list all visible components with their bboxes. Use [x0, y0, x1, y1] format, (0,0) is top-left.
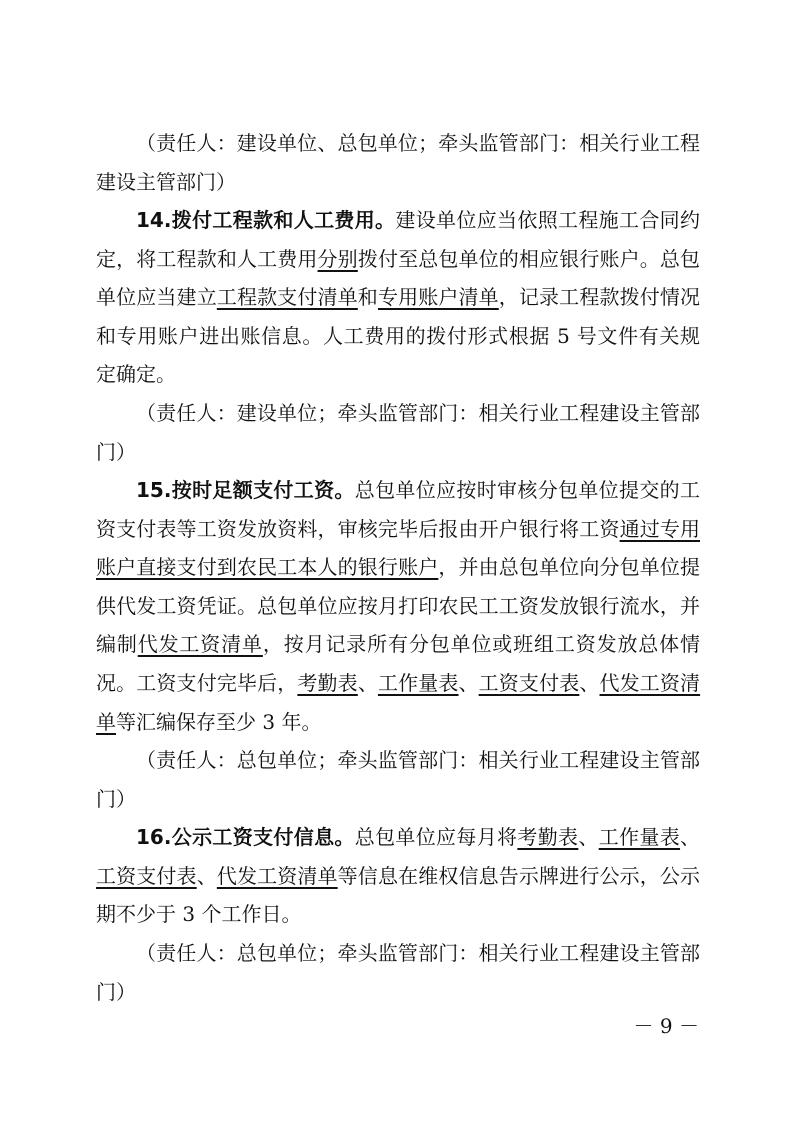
section-16	[96, 818, 700, 934]
body-text: 和	[357, 285, 378, 310]
body-text: 、	[196, 863, 217, 888]
underlined-term: 代发工资清单	[96, 670, 701, 734]
body-text: 总包单位应按时审核分包单位提交的工资支付表等工资发放资料，审核完毕后报由开户银行将工资	[96, 478, 701, 541]
section-14	[96, 201, 700, 394]
body-text: 、	[578, 825, 599, 849]
body-text: 等汇编保存至少 3 年。	[116, 709, 322, 734]
body-text: 、	[579, 670, 600, 695]
responsibility-text: （责任人：建设单位；牵头监管部门：相关行业工程建设主管部门）	[96, 401, 700, 464]
body-text: ，记录工程款拨付情况和专用账户进出账信息。人工费用的拨付形式根据 5 号文件有关规定确定。	[96, 285, 701, 387]
underlined-term: 考勤表	[517, 825, 579, 849]
underlined-term: 工程款支付清单	[216, 285, 358, 310]
underlined-term: 工作量表	[377, 670, 459, 695]
body-text: ，并由总包单位向分包单位提供代发工资凭证。总包单位应按月打印农民工工资发放银行流水，并编制	[96, 555, 701, 657]
underlined-term: 分别	[317, 246, 358, 271]
body-text: 等信息在维权信息告示牌进行公示，公示期不少于 3 个工作日。	[96, 863, 701, 927]
body-text: 拨付至总包单位的相应银行账户。总包单位应当建立	[96, 246, 701, 310]
underlined-term: 代发工资清单	[137, 632, 263, 657]
underlined-term: 考勤表	[297, 670, 358, 695]
underlined-term: 通过专用账户直接支付到农民工本人的银行账户	[96, 516, 701, 580]
responsibility-note-15	[96, 741, 700, 818]
responsibility-note-13	[96, 124, 700, 201]
section-15-heading: 15.按时足额支付工资。	[136, 478, 355, 502]
underlined-term: 代发工资清单	[216, 863, 338, 888]
underlined-term: 工资支付表	[478, 670, 580, 695]
responsibility-text: （责任人：建设单位、总包单位；牵头监管部门：相关行业工程建设主管部门）	[96, 131, 700, 194]
responsibility-note-16	[96, 934, 700, 1011]
section-15	[96, 471, 700, 741]
section-16-heading: 16.公示工资支付信息。	[136, 825, 355, 849]
body-text: 、	[680, 825, 701, 849]
responsibility-text: （责任人：总包单位；牵头监管部门：相关行业工程建设主管部门）	[96, 941, 700, 1004]
body-text: 、	[357, 670, 378, 695]
body-text: 、	[458, 670, 479, 695]
section-14-heading: 14.拨付工程款和人工费用。	[136, 208, 396, 232]
underlined-term: 工资支付表	[96, 863, 197, 888]
responsibility-text: （责任人：总包单位；牵头监管部门：相关行业工程建设主管部门）	[96, 748, 700, 811]
responsibility-note-14	[96, 394, 700, 471]
body-text: 总包单位应每月将	[354, 825, 518, 849]
underlined-term: 专用账户清单	[377, 285, 499, 310]
body-text: 建设单位应当依照工程施工合同约定，将工程款和人工费用	[96, 208, 701, 271]
underlined-term: 工作量表	[598, 825, 681, 849]
page-number: － 9 －	[633, 1014, 699, 1038]
body-text: ，按月记录所有分包单位或班组工资发放总体情况。工资支付完毕后，	[96, 632, 701, 695]
